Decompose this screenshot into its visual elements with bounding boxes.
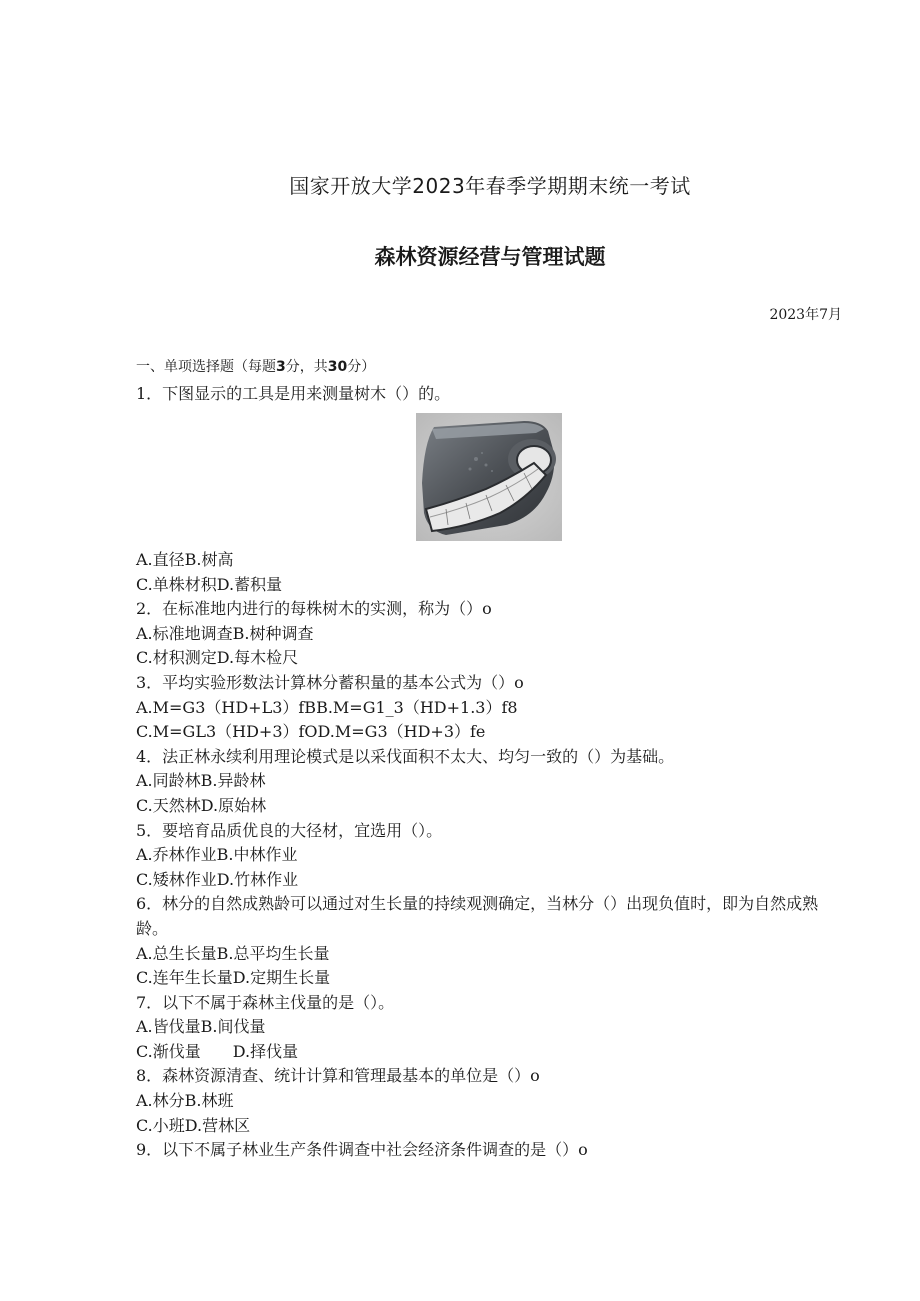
question-3-stem: 3．平均实验形数法计算林分蓄积量的基本公式为（）o [136, 672, 524, 692]
section-points-total: 30 [327, 359, 348, 375]
question-4-stem: 4．法正林永续利用理论模式是以采伐面积不太大、均匀一致的（）为基础。 [136, 746, 675, 766]
question-8-options-row-2: C.小班D.营林区 [136, 1115, 251, 1135]
question-3-options-row-2: C.M=GL3（HD+3）fOD.M=G3（HD+3）fe [136, 722, 486, 742]
question-5-stem: 5．要培育品质优良的大径材，宜选用（）。 [136, 820, 443, 840]
question-6-options-row-1: A.总生长量B.总平均生长量 [136, 943, 330, 963]
question-8-stem: 8．森林资源清查、统计计算和管理最基本的单位是（）o [136, 1066, 540, 1086]
question-7-options-row-1: A.皆伐量B.间伐量 [136, 1017, 266, 1037]
question-3-options-row-1: A.M=G3（HD+L3）fBB.M=G1_3（HD+1.3）f8 [136, 697, 518, 717]
question-5-options-row-1: A.乔林作业B.中林作业 [136, 845, 298, 865]
exam-date: 2023年7月 [769, 307, 842, 323]
measuring-tool-illustration [416, 413, 562, 541]
measuring-tool-figure [416, 413, 562, 541]
question-7-stem: 7．以下不属于森林主伐量的是（）。 [136, 992, 395, 1012]
exam-title: 森林资源经营与管理试题 [374, 245, 606, 269]
section-heading [136, 356, 375, 376]
question-9-stem: 9．以下不属子林业生产条件调查中社会经济条件调查的是（）o [136, 1140, 588, 1160]
question-6-options-row-2: C.连年生长量D.定期生长量 [136, 968, 331, 988]
question-5-options-row-2: C.矮林作业D.竹林作业 [136, 869, 299, 889]
question-8-options-row-1: A.林分B.林班 [136, 1091, 234, 1111]
question-1-options-row-2: C.单株材积D.蓄积量 [136, 574, 283, 594]
question-6-stem: 6．林分的自然成熟龄可以通过对生长量的持续观测确定，当林分（）出现负值时，即为自然成熟龄。 [136, 894, 819, 938]
question-2-options-row-1: A.标准地调查B.树种调查 [136, 623, 314, 643]
questions-list [136, 548, 846, 1163]
section-heading-suffix: 分） [347, 359, 376, 375]
question-2-options-row-2: C.材积测定D.每木检尺 [136, 648, 299, 668]
question-4-options-row-1: A.同龄林B.异龄林 [136, 771, 266, 791]
exam-header: 国家开放大学2023年春季学期期末统一考试 [289, 174, 691, 198]
question-1-options-row-1: A.直径B.树高 [136, 550, 234, 569]
question-4-options-row-2: C.天然林D.原始林 [136, 795, 267, 815]
section-points-each: 3 [276, 359, 286, 375]
question-7-options-row-2: C.渐伐量 D.择伐量 [136, 1041, 299, 1061]
question-2-stem: 2．在标准地内进行的每株树木的实测，称为（）o [136, 599, 492, 619]
section-heading-mid: 分，共 [285, 359, 328, 375]
question-1-stem: 1．下图显示的工具是用来测量树木（）的。 [136, 384, 451, 403]
section-heading-prefix: 一、单项选择题（每题 [136, 359, 276, 375]
